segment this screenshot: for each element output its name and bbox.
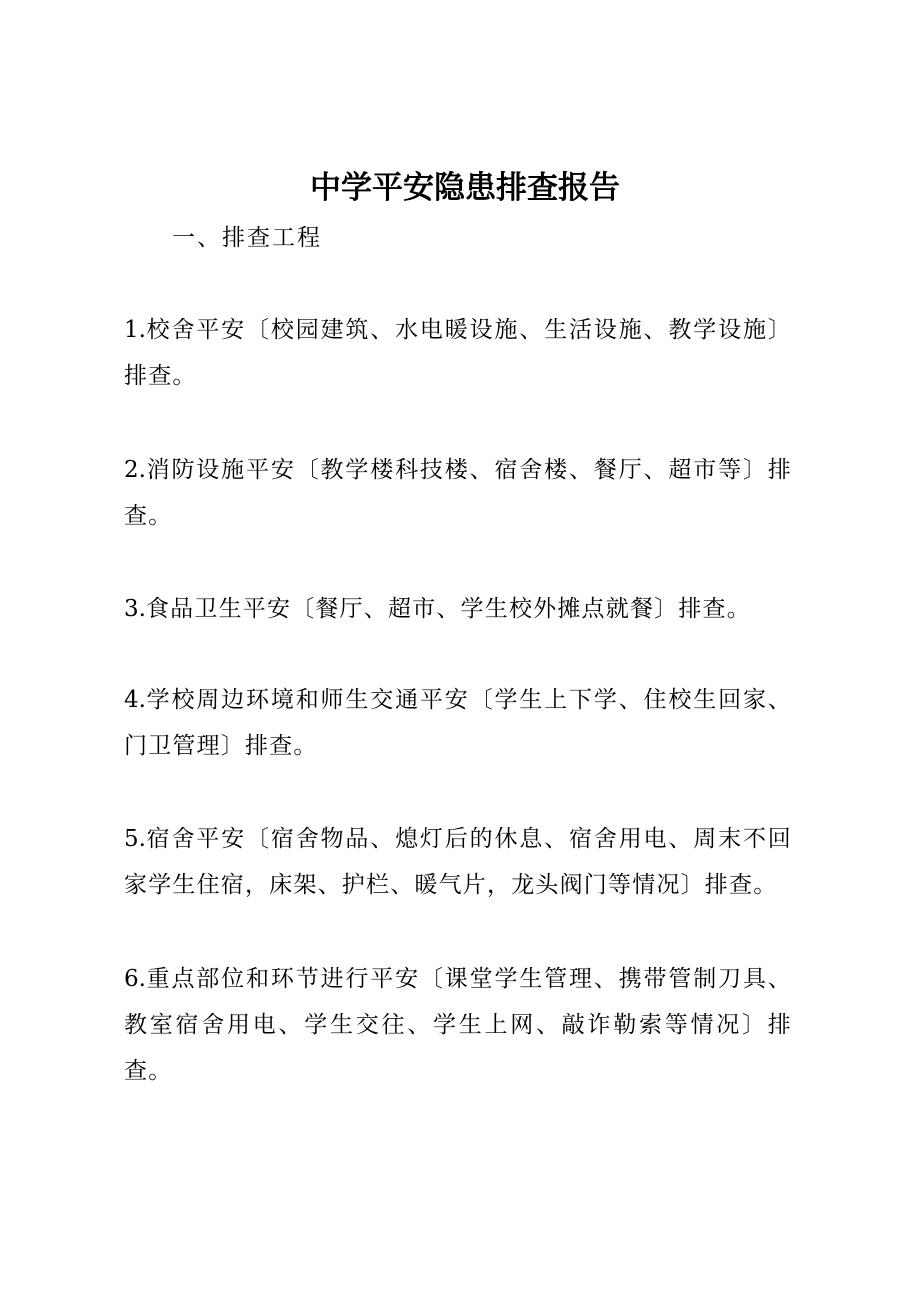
item-text: 食品卫生平安〔餐厅、超市、学生校外摊点就餐〕排查。 [145,596,751,622]
section-heading: 一、排查工程 [172,225,322,251]
page-title: 中学平安隐患排查报告 [310,170,620,206]
item-number: 1. [124,317,146,343]
item-number: 3. [124,596,146,622]
item-text: 学校周边环境和师生交通平安〔学生上下学、住校生回家、门卫管理〕排查。 [124,687,792,759]
list-item [124,956,792,1094]
item-number: 5. [124,826,146,852]
list-item [124,447,792,539]
list-item [124,816,792,908]
item-number: 2. [124,457,146,483]
item-text: 宿舍平安〔宿舍物品、熄灯后的休息、宿舍用电、周末不回家学生住宿，床架、护栏、暖气片，龙头阀门等情况〕排查。 [124,826,792,898]
item-text: 校舍平安〔校园建筑、水电暖设施、生活设施、教学设施〕排查。 [124,317,792,389]
list-item [124,586,792,632]
list-item [124,677,792,769]
item-number: 4. [124,687,146,713]
item-text: 重点部位和环节进行平安〔课堂学生管理、携带管制刀具、教室宿舍用电、学生交往、学生上网、敲诈勒索等情况〕排查。 [124,966,792,1084]
list-item [124,307,792,399]
item-number: 6. [124,966,146,992]
item-text: 消防设施平安〔教学楼科技楼、宿舍楼、餐厅、超市等〕排查。 [124,457,792,529]
